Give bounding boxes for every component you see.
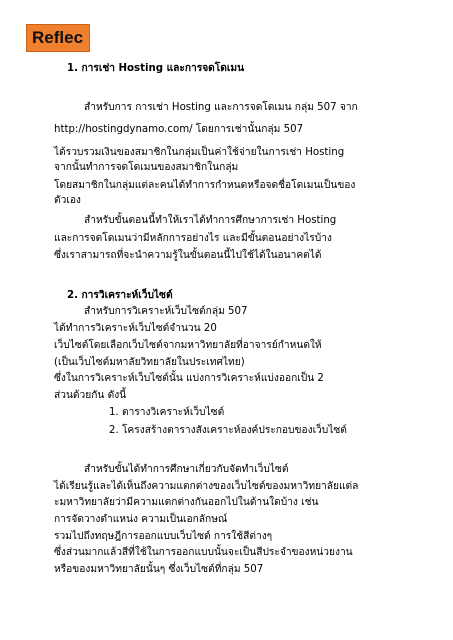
section-2-paragraph-2-line: ได้เรียนรู้และได้เห็นถึงความแตกต่างของเว็บไซต์ของมหาวิทยาลัยแต่ล [54, 481, 359, 492]
section-1-heading: 1. การเช่า Hosting และการจดโดเมน [67, 63, 245, 74]
section-2-paragraph-2-line: ซึ่งส่วนมากแล้วสีที่ใช้ในการออกแบบนั้นจะเป็นสีประจำของหน่วยงาน [54, 547, 353, 558]
section-1-paragraph-3-line: สำหรับขั้นตอนนี้ทำให้เราได้ทำการศึกษาการเช่า Hosting [84, 215, 337, 226]
section-2-paragraph-2-line: การจัดวางตำแหน่ง ความเป็นเอกลักษณ์ [54, 514, 228, 525]
section-1-paragraph-3-line: และการจดโดเมนว่ามีหลักการอย่างไร และมีขั้นตอนอย่างไรบ้าง [54, 233, 332, 244]
section-2-paragraph-1-line: ส่วนด้วยกัน ดังนี้ [54, 390, 127, 401]
section-1-paragraph-1-line: สำหรับการ การเช่า Hosting และการจดโดเมน กลุ่ม 507 จาก [84, 102, 358, 113]
section-2-heading: 2. การวิเคราะห์เว็บไซต์ [67, 290, 173, 301]
section-2-list-item: 2. โครงสร้างตารางสังเคราะห์องค์ประกอบของเว็บไซต์ [109, 425, 347, 436]
section-2-paragraph-1-line: (เป็นเว็บไซต์มหาลัยวิทยาลัยในประเทศไทย) [54, 357, 245, 368]
section-2-paragraph-2-line: ะมหาวิทยาลัยว่ามีความแตกต่างกันออกไปในด้านใดบ้าง เช่น [54, 497, 319, 508]
section-1-paragraph-2-line: โดยสมาชิกในกลุ่มแต่ละคนได้ทำการกำหนดหรือจดชื่อโดเมนเป็นของ [54, 180, 356, 191]
section-2-paragraph-1-line: สำหรับการวิเคราะห์เว็บไซต์กลุ่ม 507 [84, 306, 248, 317]
section-1-paragraph-3-line: ซึ่งเราสามารถที่จะนำความรู้ในขั้นตอนนี้ไปใช้ได้ในอนาคตได้ [54, 250, 322, 261]
section-2-paragraph-2-line: รวมไปถึงทฤษฎีการออกแบบเว็บไซต์ การใช้สีต่างๆ [54, 531, 273, 542]
section-1-paragraph-2-line: จากนั้นทำการจดโดเมนของสมาชิกในกลุ่ม [54, 162, 239, 173]
section-1-paragraph-1-line: http://hostingdynamo.com/ โดยการเช่านั้นกลุ่ม 507 [54, 124, 304, 135]
section-2-paragraph-2-line: สำหรับขั้นได้ทำการศึกษาเกี่ยวกับจัดทำเว็บไซต์ [84, 464, 289, 475]
section-2-paragraph-2-line: หรือของมหาวิทยาลัยนั้นๆ ซึ่งเว็บไซต์ที่กลุ่ม 507 [54, 564, 264, 575]
reflec-badge: Reflec [26, 24, 90, 52]
section-2-paragraph-1-line: ซึ่งในการวิเคราะห์เว็บไซต์นั้น แบ่งการวิเคราะห์แบ่งออกเป็น 2 [54, 373, 324, 384]
section-2-paragraph-1-line: เว็บไซต์โดยเลือกเว็บไซต์จากมหาวิทยาลัยที่อาจารย์กำหนดให้ [54, 340, 322, 351]
section-2-paragraph-1-line: ได้ทำการวิเคราะห์เว็บไซต์จำนวน 20 [54, 323, 217, 334]
section-2-list-item: 1. ตารางวิเคราะห์เว็บไซต์ [109, 407, 225, 418]
section-1-paragraph-2-line: ตัวเอง [54, 195, 81, 206]
section-1-paragraph-2-line: ได้รวบรวมเงินของสมาชิกในกลุ่มเป็นค่าใช้จ่ายในการเช่า Hosting [54, 147, 345, 158]
